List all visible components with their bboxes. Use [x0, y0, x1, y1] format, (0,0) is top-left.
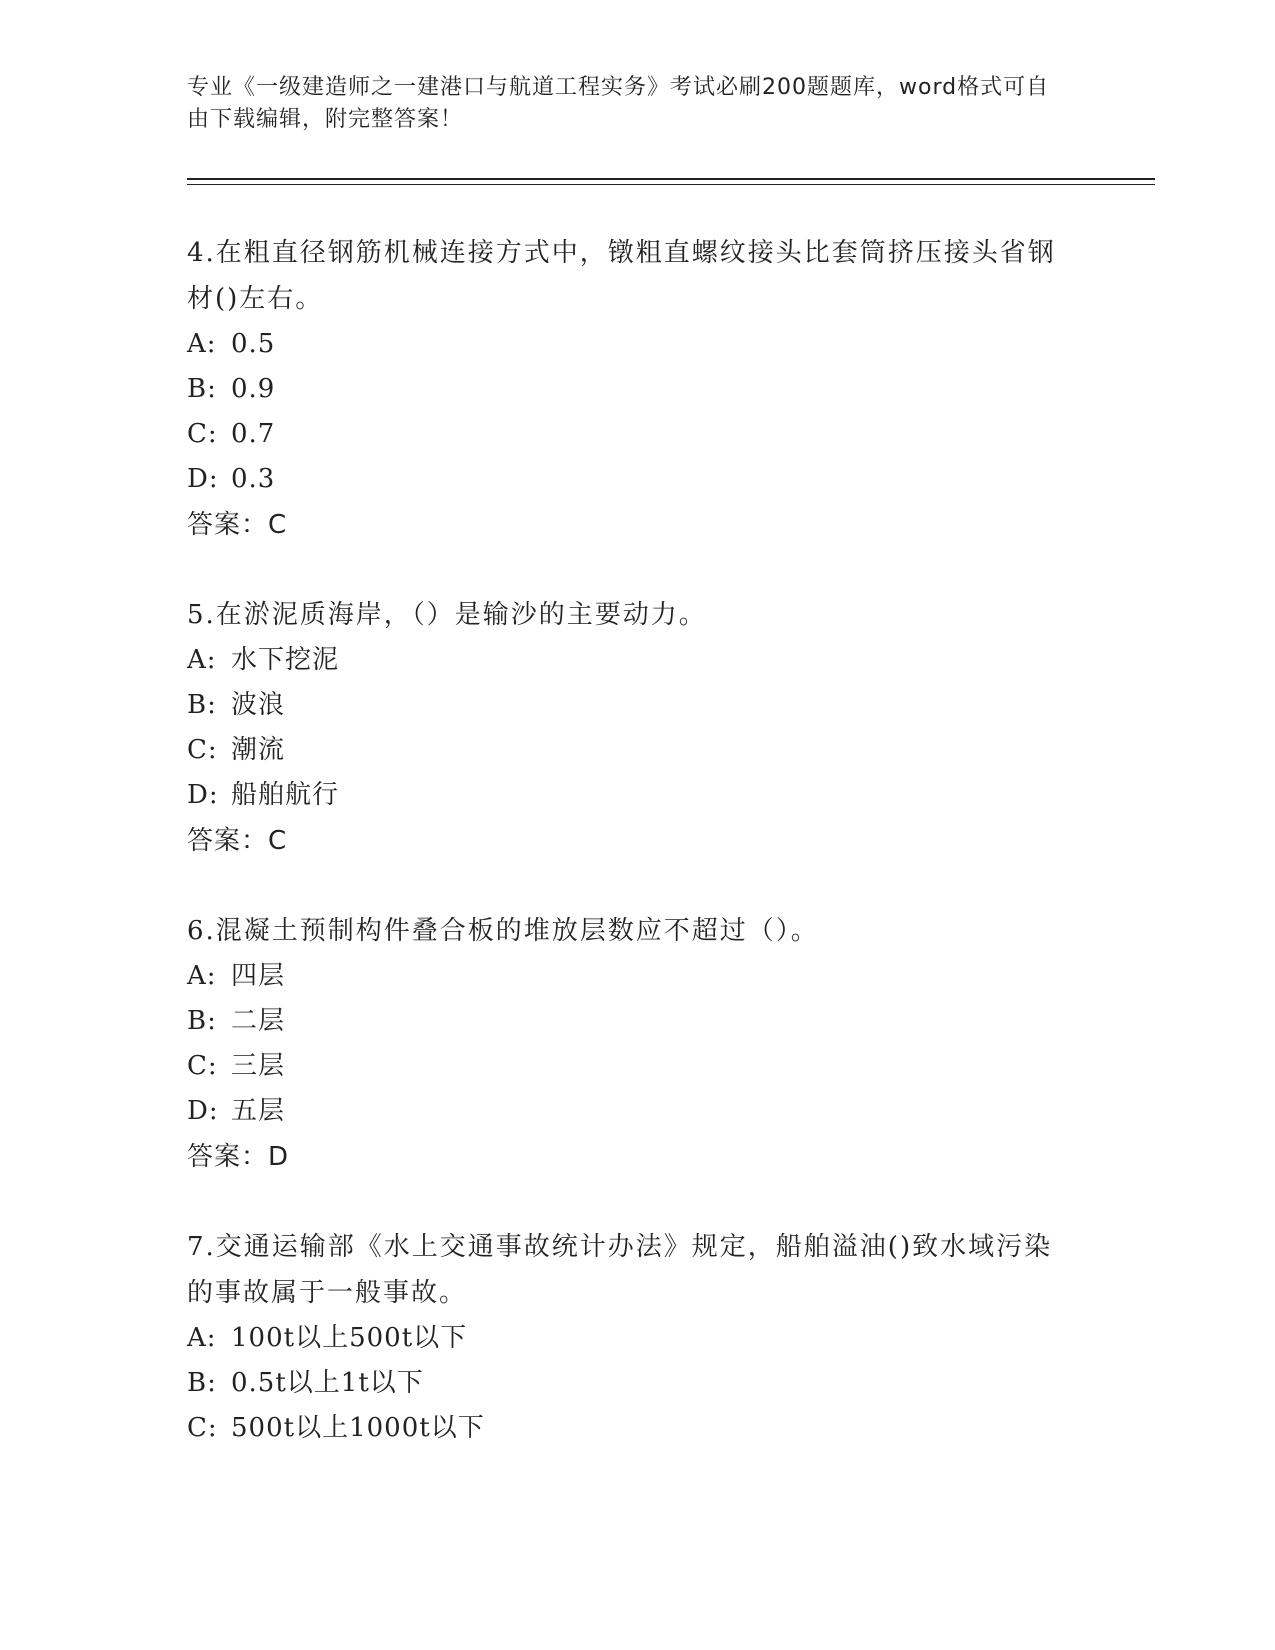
option-key: C: — [187, 1051, 218, 1081]
option-key: B: — [187, 690, 217, 720]
option-key: A: — [187, 645, 217, 675]
option-key: B: — [187, 374, 217, 404]
option-c — [187, 728, 1067, 773]
document-header: 专业《一级建造师之一建港口与航道工程实务》考试必刷200题题库，word格式可自由下载编辑，附完整答案！ — [187, 75, 1050, 132]
option-text: 五层 — [231, 1096, 286, 1126]
question-list — [187, 230, 1067, 1495]
option-key: C: — [187, 735, 218, 765]
option-c — [187, 1406, 1067, 1451]
option-text: 波浪 — [231, 690, 286, 720]
question-7 — [187, 1224, 1067, 1451]
option-text: 0.5t以上1t以下 — [231, 1368, 424, 1398]
option-d — [187, 1089, 1067, 1134]
header-divider-thin — [187, 184, 1155, 185]
option-key: A: — [187, 961, 217, 991]
option-a — [187, 638, 1067, 683]
option-text: 500t以上1000t以下 — [231, 1413, 485, 1443]
option-key: D: — [187, 464, 219, 494]
question-stem: 7.交通运输部《水上交通事故统计办法》规定，船舶溢油()致水域污染的事故属于一般事故。 — [187, 1232, 1053, 1308]
option-text: 100t以上500t以下 — [231, 1323, 468, 1353]
option-key: B: — [187, 1006, 217, 1036]
option-key: C: — [187, 419, 218, 449]
option-text: 二层 — [231, 1006, 286, 1036]
option-key: A: — [187, 1323, 217, 1353]
option-text: 四层 — [231, 961, 286, 991]
option-text: 0.5 — [231, 329, 276, 359]
option-key: D: — [187, 780, 219, 810]
option-a — [187, 954, 1067, 999]
option-d — [187, 457, 1067, 502]
question-6 — [187, 908, 1067, 1180]
option-text: 0.3 — [231, 464, 276, 494]
answer-line: 答案：D — [187, 1142, 290, 1172]
option-c — [187, 412, 1067, 457]
option-b — [187, 999, 1067, 1044]
header-divider-thick — [187, 178, 1155, 180]
option-text: 0.9 — [231, 374, 276, 404]
option-text: 潮流 — [231, 735, 286, 765]
question-stem: 5.在淤泥质海岸，（）是输沙的主要动力。 — [187, 600, 707, 630]
question-stem: 6.混凝土预制构件叠合板的堆放层数应不超过（）。 — [187, 916, 819, 946]
option-text: 船舶航行 — [231, 780, 340, 810]
option-c — [187, 1044, 1067, 1089]
question-stem: 4.在粗直径钢筋机械连接方式中，镦粗直螺纹接头比套筒挤压接头省钢材()左右。 — [187, 238, 1056, 314]
option-key: A: — [187, 329, 217, 359]
option-b — [187, 683, 1067, 728]
answer-line: 答案：C — [187, 826, 288, 856]
option-text: 0.7 — [231, 419, 276, 449]
option-d — [187, 773, 1067, 818]
option-a — [187, 322, 1067, 367]
option-text: 三层 — [231, 1051, 286, 1081]
option-key: D: — [187, 1096, 219, 1126]
option-a — [187, 1316, 1067, 1361]
question-5 — [187, 592, 1067, 864]
option-b — [187, 1361, 1067, 1406]
option-text: 水下挖泥 — [231, 645, 340, 675]
option-b — [187, 367, 1067, 412]
answer-line: 答案：C — [187, 510, 288, 540]
question-4 — [187, 230, 1067, 548]
option-key: B: — [187, 1368, 217, 1398]
option-key: C: — [187, 1413, 218, 1443]
